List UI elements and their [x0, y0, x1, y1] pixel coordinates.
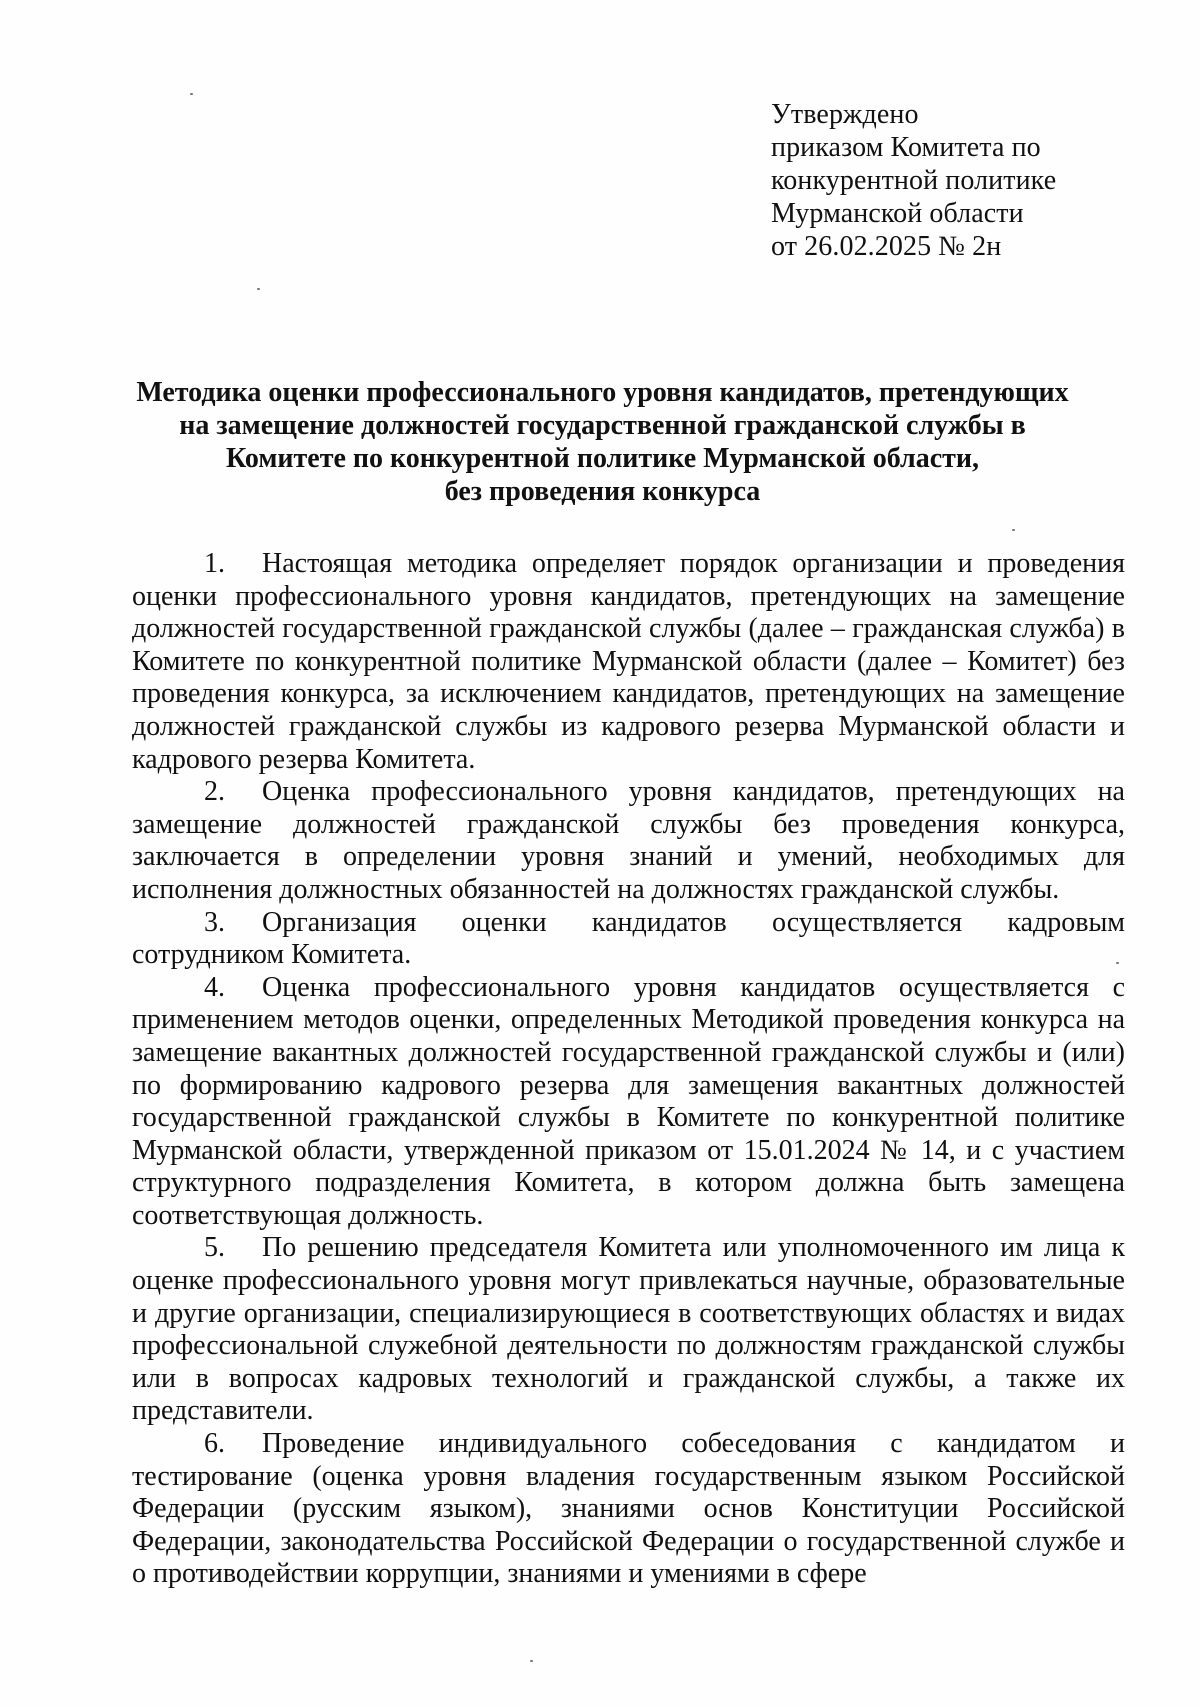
title-line: Методика оценки профессионального уровня кандидатов, претендующих: [136, 377, 1069, 408]
paragraph-2: [132, 776, 1125, 906]
paragraph-number: 1.: [204, 548, 225, 579]
paragraph-number: 5.: [204, 1232, 225, 1264]
paragraph-text: Организация оценки кандидатов осуществляется кадровым сотрудником Комитета.: [132, 906, 1125, 971]
paragraph-text: Проведение индивидуального собеседования с кандидатом и тестирование (оценка уровня владения государственным языком Российской Федерации (русским языком), знаниями основ Конституции Российской Федерации, законодательства Российской Федерации о государственной службе и о противодействии коррупции, знаниями и умениями в сфере: [132, 1428, 1125, 1590]
title-line: без проведения конкурса: [444, 476, 761, 507]
paragraph-6: [132, 1428, 1125, 1591]
scan-speck: [1116, 962, 1119, 964]
document-title: [130, 376, 1075, 508]
approval-block: [771, 98, 1056, 263]
paragraph-number: 6.: [204, 1428, 225, 1460]
paragraph-number: 4.: [204, 971, 225, 1003]
paragraph-text: По решению председателя Комитета или уполномоченного им лица к оценке профессионального уровня могут привлекаться научные, образовательные и другие организации, специализирующиеся в соответствующих областях и видах профессиональной служебной деятельности по должностям гражданской службы или в вопросах кадровых технологий и гражданской службы, а также их представители.: [132, 1232, 1125, 1427]
paragraph-text: Настоящая методика определяет порядок организации и проведения оценки профессионального уровня кандидатов, претендующих на замещение должностей государственной гражданской службы (далее – гражданская служба) в Комитете по конкурентной политике Мурманской области (далее – Комитет) без проведения конкурса, за исключением кандидатов, претендующих на замещение должностей гражданской службы из кадрового резерва Мурманской области и кадрового резерва Комитета.: [132, 548, 1125, 775]
scan-speck: [1012, 529, 1015, 531]
approval-line: Мурманской области: [771, 198, 1024, 229]
title-line: Комитете по конкурентной политике Мурманской области,: [225, 443, 980, 474]
paragraph-5: [132, 1232, 1125, 1428]
approval-line: конкурентной политике: [771, 165, 1057, 196]
approval-line: приказом Комитета по: [771, 132, 1041, 163]
scan-speck: [257, 288, 260, 290]
paragraph-4: [132, 972, 1125, 1233]
document-body: [132, 548, 1125, 1591]
paragraph-text: Оценка профессионального уровня кандидатов осуществляется с применением методов оценки, определенных Методикой проведения конкурса на замещение вакантных должностей государственной гражданской службы и (или) по формированию кадрового резерва для замещения вакантных должностей государственной гражданской службы в Комитете по конкурентной политике Мурманской области, утвержденной приказом от 15.01.2024 № 14, и с участием структурного подразделения Комитета, в котором должна быть замещена соответствующая должность.: [132, 971, 1125, 1231]
paragraph-number: 2.: [204, 776, 225, 808]
paragraph-3: [132, 907, 1125, 972]
approval-line: Утверждено: [771, 99, 919, 130]
approval-date-number: от 26.02.2025 № 2н: [771, 231, 1002, 262]
title-line: на замещение должностей государственной гражданской службы в: [179, 410, 1026, 441]
scan-speck: [530, 1660, 533, 1662]
paragraph-text: Оценка профессионального уровня кандидатов, претендующих на замещение должностей гражданской службы без проведения конкурса, заключается в определении уровня знаний и умений, необходимых для исполнения должностных обязанностей на должностях гражданской службы.: [132, 776, 1125, 905]
paragraph-1: [132, 548, 1125, 776]
scan-speck: [190, 93, 193, 95]
paragraph-number: 3.: [204, 906, 225, 938]
